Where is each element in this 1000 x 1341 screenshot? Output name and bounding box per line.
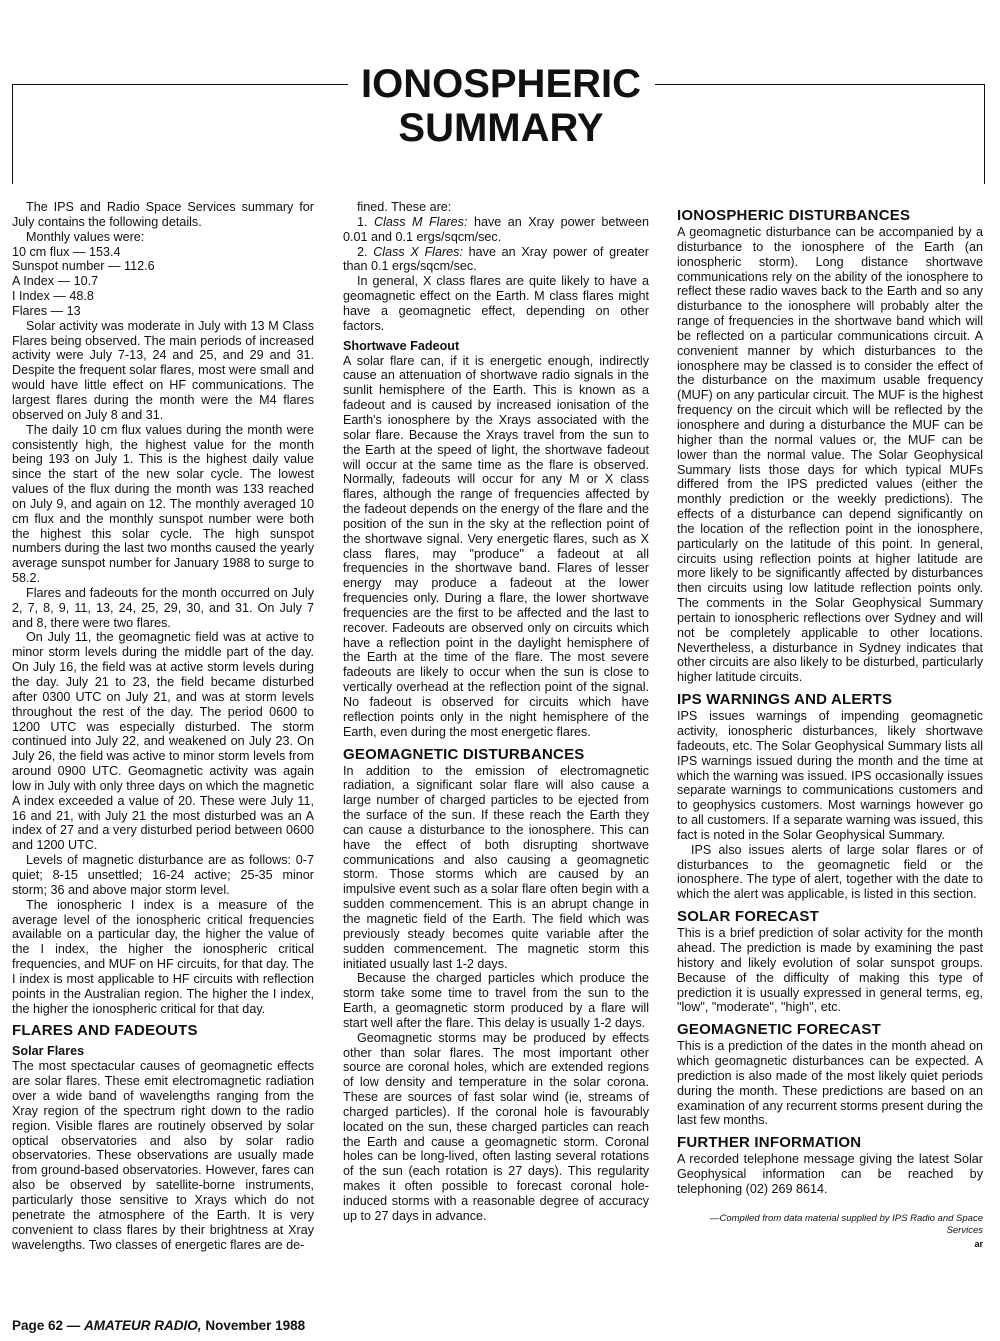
section-heading-flares: FLARES AND FADEOUTS xyxy=(12,1022,198,1040)
paragraph: In addition to the emission of electromagnetic radiation, a significant solar flare will also cause a large number of charged particles to be ejected from the surface of the sun. If these reach the Earth they can cause a disturbance to the ionosphere. This can have the effect of both disrupting shortwave communications and also causing a geomagnetic storm. Those storms which are caused by an impulsive event such as a solar flare often begin with a sudden commencement. This is an abrupt change in the magnetic field of the Earth. The field which was previously steady becomes quite variable after the sudden commencement. The magnetic storm this initiated usually last 1-2 days. xyxy=(343,763,649,971)
section-heading-geomagnetic: GEOMAGNETIC DISTURBANCES xyxy=(343,745,585,763)
paragraph: This is a prediction of the dates in the month ahead on which geomagnetic disturbances can be expected. A prediction is also made of the most likely quiet periods during the month. These predictions are based on an examination of any recurrent storms present during the last few months. xyxy=(677,1039,983,1128)
value-flares: Flares — 13 xyxy=(12,303,81,318)
class-m-label: Class M Flares: xyxy=(374,214,468,229)
credit-line: —Compiled from data material supplied by IPS Radio and Space Services xyxy=(709,1212,983,1236)
paragraph: Geomagnetic storms may be produced by effects other than solar flares. The most important other source are coronal holes, which are extended regions of low density and temperature in the solar corona. These are sources of fast solar wind (ie, streams of charged particles). If the coronal hole is favourably located on the sun, these charged particles can reach the Earth and cause a geomagnetic storm. Coronal holes can be long-lived, often lasting several rotations of the sun (each rotation is 27 days). This regularity makes it often possible to forecast coronal hole-induced storms with a reasonable degree of accuracy up to 27 days in advance. xyxy=(343,1030,649,1223)
page-title xyxy=(348,62,654,150)
value-a-index: A Index — 10.7 xyxy=(12,274,99,289)
value-sunspot: Sunspot number — 112.6 xyxy=(12,259,155,274)
paragraph: IPS issues warnings of impending geomagnetic activity, ionospheric disturbances, likely shortwave fadeouts, etc. The Solar Geophysical Summary lists all IPS warnings issued during the month and the time at which the warning was issued. IPS occasionally issues separate warnings to communications customers and to geophysics customers. Most warnings however go to all customers. If a separate warning was issued, this fact is noted in the Solar Geophysical Summary. xyxy=(677,709,983,842)
column-3 xyxy=(677,207,983,1317)
class-x-label: Class X Flares: xyxy=(373,244,463,259)
paragraph: Solar activity was moderate in July with 13 M Class Flares being observed. The main periods of increased activity were July 7-13, 24 and 25, and 29 and 31. Despite the frequent solar flares, most were small and would have little effect on HF communications. The largest flares during the month were the M4 flares observed on July 8 and 31. xyxy=(12,318,314,422)
section-heading-warnings: IPS WARNINGS AND ALERTS xyxy=(677,691,893,709)
frame-rule-left-vertical xyxy=(12,84,13,184)
frame-rule-right xyxy=(655,84,985,85)
paragraph: The ionospheric I index is a measure of the average level of the ionospheric critical frequencies available on a particular day, the higher the value of the I index, the higher the ionospheric critical frequencies, and MUF on HF circuits, for that day. The I index is most applicable to HF circuits with reflection points in the Australian region. The higher the I index, the higher the ionospheric critical for that day. xyxy=(12,897,314,1016)
frame-rule-left xyxy=(12,84,348,85)
paragraph: This is a brief prediction of solar activity for the month ahead. The prediction is made by examining the past history and likely evolution of solar sunspot groups. Because of the difficulty of making this type of prediction it is usually expressed in general terms, eg, "low", "moderate", "high", etc. xyxy=(677,926,983,1015)
list-item-class-x: 2. Class X Flares: have an Xray power of greater than 0.1 ergs/sqcm/sec. xyxy=(343,244,649,274)
title-line-2: SUMMARY xyxy=(398,106,604,150)
paragraph: IPS also issues alerts of large solar flares or of disturbances to the geomagnetic field or the ionosphere. The type of alert, together with the date to which the alert was applicable, is listed in this section. xyxy=(677,842,983,902)
footer-page: Page 62 — xyxy=(12,1318,81,1333)
column-2 xyxy=(343,200,649,1310)
section-heading-further-information: FURTHER INFORMATION xyxy=(677,1134,862,1152)
column-1 xyxy=(12,200,314,1308)
value-i-index: I Index — 48.8 xyxy=(12,289,94,304)
section-heading-ionospheric: IONOSPHERIC DISTURBANCES xyxy=(677,207,911,224)
footer-date: November 1988 xyxy=(205,1318,306,1333)
section-heading-geomagnetic-forecast: GEOMAGNETIC FORECAST xyxy=(677,1021,882,1039)
frame-rule-right-vertical xyxy=(984,84,985,184)
monthly-intro: Monthly values were: xyxy=(26,229,145,244)
paragraph: Flares and fadeouts for the month occurred on July 2, 7, 8, 9, 11, 13, 24, 25, 29, 30, and 31. On July 7 and 8, there were two flares. xyxy=(12,585,314,630)
page-footer xyxy=(12,1318,305,1333)
paragraph: Levels of magnetic disturbance are as follows: 0-7 quiet; 8-15 unsettled; 16-24 active; 25-35 minor storm; 36 and above major storm level. xyxy=(12,853,314,897)
subheading-shortwave-fadeout: Shortwave Fadeout xyxy=(343,338,460,353)
title-line-1: IONOSPHERIC xyxy=(360,62,642,106)
paragraph: A recorded telephone message giving the latest Solar Geophysical information can be reached by telephoning (02) 269 8614. xyxy=(677,1152,983,1196)
section-heading-solar-forecast: SOLAR FORECAST xyxy=(677,908,819,926)
paragraph: A geomagnetic disturbance can be accompanied by a disturbance to the ionosphere of the Earth (an ionospheric storm). Long distance shortwave communications rely on the ability of the ionosphere to reflect these radio waves back to the Earth and so any disturbance to the ionosphere will probably alter the range of frequencies in the shortwave band which will be reflected on a particular communications circuit. A convenient manner by which disturbances to the ionosphere may be classed is to consider the effect of the disturbance on the maximum usable frequency (MUF) on any particular circuit. The MUF is the highest frequency on the circuit which will be reflected by the ionosphere and during a disturbance the MUF can be higher than the normal values or, the MUF can be lower than the normal value. The Solar Geophysical Summary lists those days for which typical MUFs differed from the IPS predicted values (either the monthly prediction or the weekly predictions). The effects of a disturbance can depend significantly on the location of the reflection point in the ionosphere, particularly on the latitude of this point. In general, circuits using reflection points at higher latitude are more likely to be significantly affected by disturbances then circuits using low latitude reflection points only. The comments in the Solar Geophysical Summary pertain to ionospheric reflections over Sydney and will not be completely applicable to other locations. Nevertheless, a disturbance in Sydney indicates that other circuits are also likely to be disturbed, particularly higher latitude circuits. xyxy=(677,225,983,685)
paragraph: A solar flare can, if it is energetic enough, indirectly cause an attenuation of shortwave radio signals in the sunlit hemisphere of the Earth. This is known as a fadeout and is caused by increased ionisation of the Earth's ionosphere by the Xrays associated with the solar flare. Because the Xrays travel from the sun to the Earth at the speed of light, the shortwave fadeout will occur at the same time as the flare is observed. Normally, fadeouts will occur for any M or X class flares, although the range of frequencies affected by the fadeout depends on the energy of the flare and the position of the sun in the sky at the reflection point of the shortwave signal. Very energetic flares, such as X class flares, may "produce" a fadeout at all frequencies in the shortwave band. Flares of lesser energy may produce a fadeout at the lower frequencies only. During a flare, the lower shortwave frequencies are the first to be affected and the last to recover. Fadeouts are observed only on circuits which have a reflection point in the daylight hemisphere of the Earth at the time of the flare. The most severe fadeouts are likely to occur when the sun is close to vertically overhead at the reflection point of the signal. No fadeout is observed for circuits which have reflection points only in the night hemisphere of the Earth, even during the most energetic flares. xyxy=(343,353,649,739)
paragraph: The most spectacular causes of geomagnetic effects are solar flares. These emit electromagnetic radiation over a wide band of wavelengths ranging from the Xray region of the spectrum right down to the radio region. Visible flares are routinely observed by solar optical observatories and also by solar radio observatories. These observations are usually made from ground-based observatories. However, fares can also be observed by satellite-borne instruments, particularly those sensitive to Xrays which do not penetrate the atmosphere of the Earth. It is very convenient to class flares by their brightness at Xray wavelengths. Two classes of energetic flares are de- xyxy=(12,1059,314,1252)
end-mark: ar xyxy=(974,1238,983,1249)
subheading-solar-flares: Solar Flares xyxy=(12,1044,85,1059)
paragraph: In general, X class flares are quite likely to have a geomagnetic effect on the Earth. M class flares might have a geomagnetic effect, depending on other factors. xyxy=(343,274,649,333)
paragraph: On July 11, the geomagnetic field was at active to minor storm levels during the middle part of the day. On July 16, the field was at active storm levels during the day. July 21 to 23, the field became disturbed after 0300 UTC on July 21, and was at storm levels throughout the rest of the day. The period 0600 to 1200 UTC was especially disturbed. The storm continued into July 22, and weakened on July 23. On July 26, the field was active to minor storm levels from around 0900 UTC. Geomagnetic activity was again low in July with only three days on which the magnetic A index exceeded a value of 20. These were July 11, 16 and 21, with July 21 the most disturbed was an A index of 27 and a very disturbed period between 0600 and 1200 UTC. xyxy=(12,630,314,853)
continuation-text: fined. These are: xyxy=(357,200,452,214)
paragraph: The daily 10 cm flux values during the month were consistently high, the highest value for the month being 193 on July 1. This is the highest daily value since the start of the new solar cycle. The lowest values of the flux during the month was 133 reached on July 9, and again on 12. The monthly averaged 10 cm flux and the monthly sunspot number were both the highest this solar cycle. The high sunspot numbers during the last two months caused the yearly average sunspot number for January 1988 to surge to 58.2. xyxy=(12,422,314,586)
value-flux: 10 cm flux — 153.4 xyxy=(12,244,121,259)
footer-magazine: AMATEUR RADIO, xyxy=(84,1318,202,1333)
paragraph: Because the charged particles which produce the storm take some time to travel from the sun to the Earth, a geomagnetic storm produced by a flare will start well after the flare. This delay is usually 1-2 days. xyxy=(343,971,649,1030)
intro-paragraph: The IPS and Radio Space Services summary for July contains the following details. xyxy=(12,200,314,229)
list-item-class-m: 1. Class M Flares: have an Xray power between 0.01 and 0.1 ergs/sqcm/sec. xyxy=(343,214,649,244)
